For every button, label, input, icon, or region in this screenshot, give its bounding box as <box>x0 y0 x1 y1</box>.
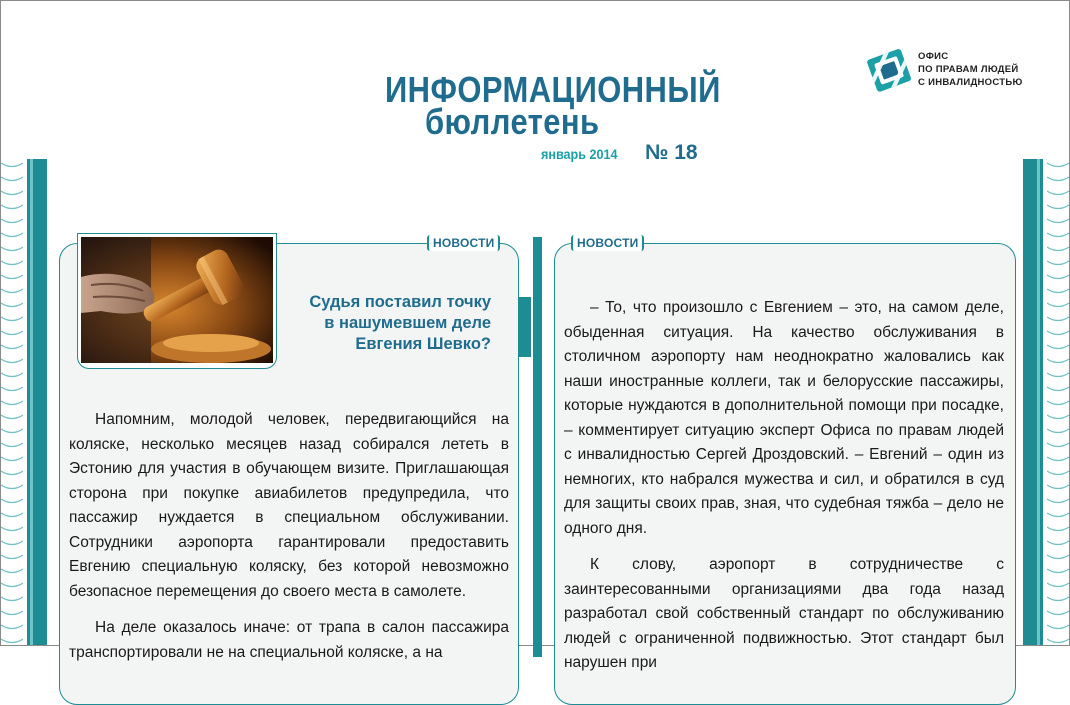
office-logo-icon <box>865 47 915 93</box>
logo-line-1: ОФИС <box>918 51 949 62</box>
edge-pattern-right <box>1047 161 1069 647</box>
headline-line-2: в нашумевшем деле <box>324 314 491 332</box>
issue-date: январь 2014 <box>541 146 618 162</box>
side-bar-right <box>1023 159 1043 645</box>
paragraph: На деле оказалось иначе: от трапа в салон пассажира транспортировали не на специальной коляске, а на <box>69 619 509 661</box>
headline-line-3: Евгения Шевко? <box>355 335 491 353</box>
paragraph: – То, что произошло с Евгением – это, на самом деле, обыденная ситуация. На качество обслуживания в столичном аэропорту нам неоднократно жаловались как наши иностранные коллеги, так и белорусские пассажиры, которые нуждаются в дополнительной помощи при посадке, – комментирует ситуацию эксперт Офиса по правам людей с инвалидностью Сергей Дроздовский. – Евгений – один из немногих, кто набрался мужества и сил, и обратился в суд для защиты своих прав, зная, что судебная тяжба – дело не одного дня. <box>564 299 1004 537</box>
paragraph: К слову, аэропорт в сотрудничестве с заинтересованными организациями два года назад разработал свой собственный стандарт по обслуживанию людей с ограниченной подвижностью. Этот стандарт был нарушен при <box>564 556 1004 671</box>
logo-line-3: С ИНВАЛИДНОСТЬЮ <box>918 77 1023 88</box>
headline-line-1: Судья поставил точку <box>309 293 491 311</box>
right-article-body <box>564 296 1004 688</box>
left-article-body <box>69 408 509 677</box>
judge-gavel-photo <box>81 237 273 363</box>
paragraph: Напомним, молодой человек, передвигающийся на коляске, несколько месяцев назад собирался лететь в Эстонию для участия в обучающем визите. Приглашающая сторона при покупке авиабилетов предупредила, что пассажир нуждается в специальном обслуживании. Сотрудники аэропорта гарантировали предоставить Евгению специальную коляску, без которой невозможно безопасное перемещения до своего места в самолете. <box>69 411 509 600</box>
logo-text <box>918 50 1023 89</box>
article-headline <box>281 292 491 355</box>
section-tag-news-right: НОВОСТИ <box>571 235 644 251</box>
bulletin-subtitle: бюллетень <box>425 101 600 142</box>
column-divider <box>533 237 542 657</box>
section-tag-news-left: НОВОСТИ <box>427 235 500 251</box>
side-bar-left <box>27 159 47 645</box>
bulletin-title: ИНФОРМАЦИОННЫЙ <box>385 69 721 110</box>
accent-block <box>519 297 531 357</box>
issue-number: № 18 <box>645 141 698 164</box>
logo-line-2: ПО ПРАВАМ ЛЮДЕЙ <box>918 64 1019 75</box>
edge-pattern-left <box>1 161 23 647</box>
